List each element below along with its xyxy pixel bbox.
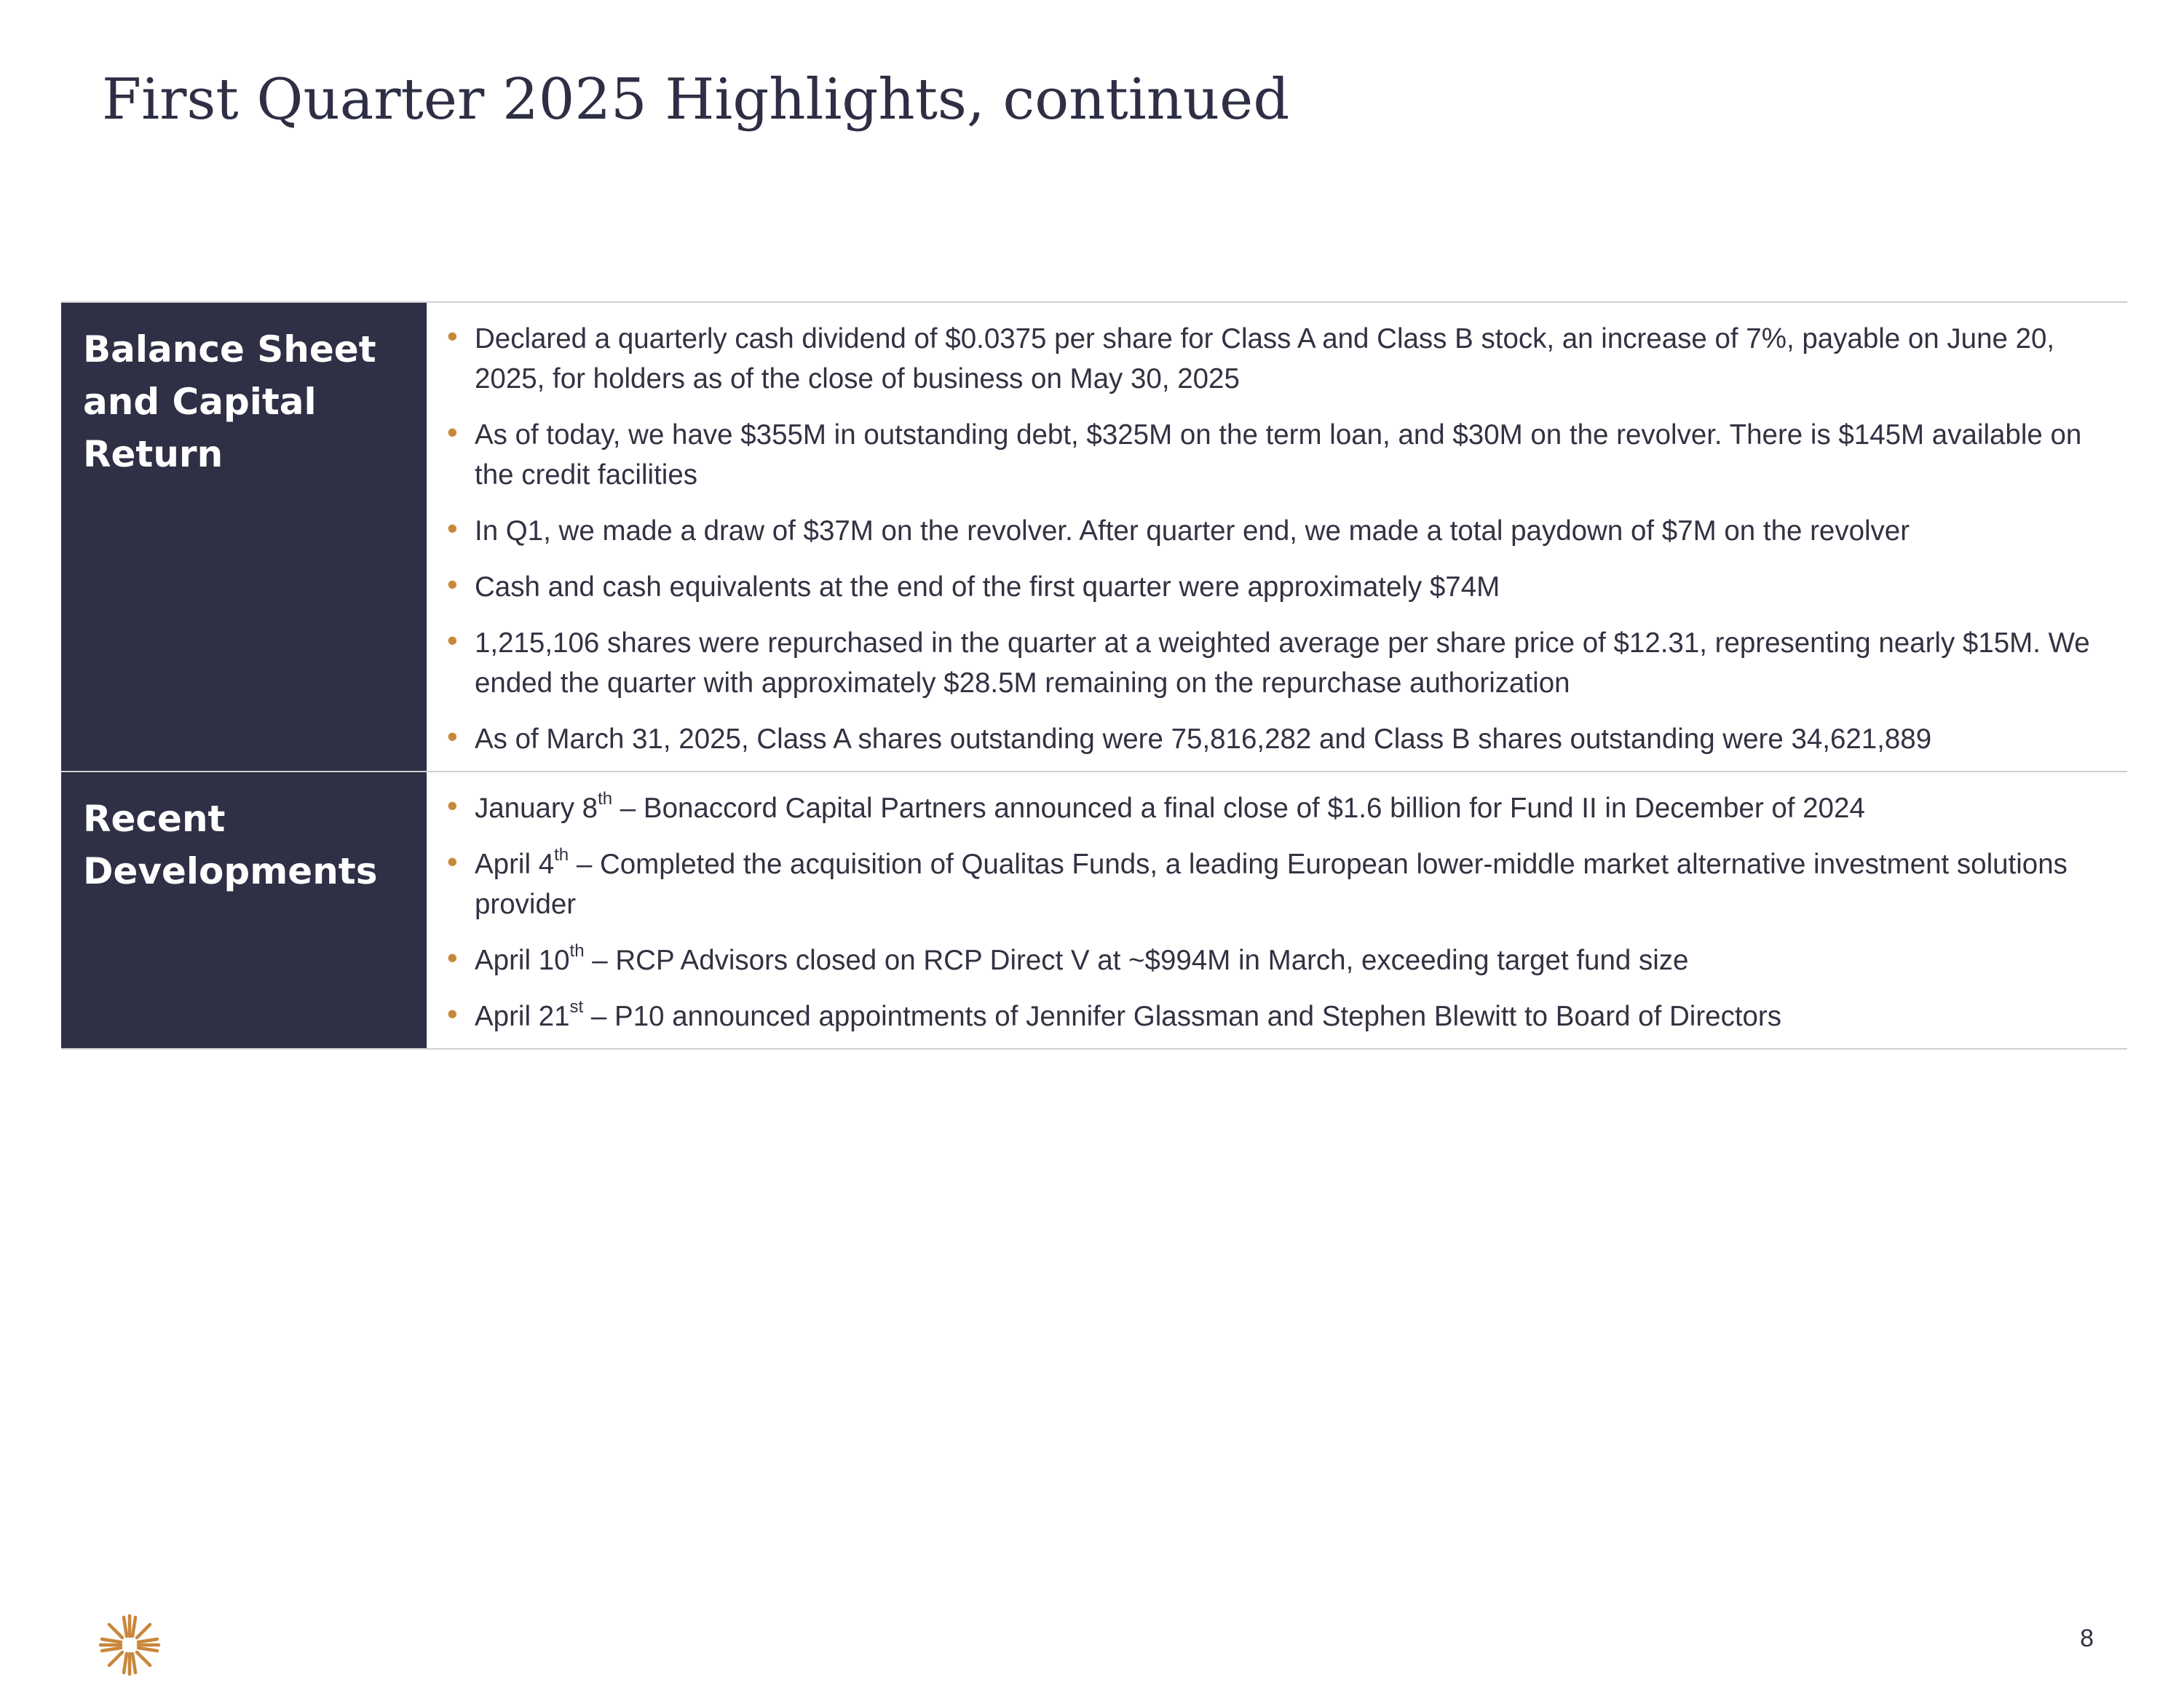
bullet-icon: • [447, 788, 458, 822]
starburst-logo-icon [96, 1611, 163, 1678]
page-title: First Quarter 2025 Highlights, continued [102, 67, 1290, 132]
bullet-date: April 21 [475, 1001, 570, 1032]
bullet-item [446, 719, 2120, 759]
bullet-text: As of today, we have $355M in outstanding debt, $325M on the term loan, and $30M on the revolver. There is $145M available on the credit facilities [475, 419, 2082, 491]
bullet-item [446, 844, 2120, 924]
section-body [427, 772, 2127, 1048]
bullet-text: 1,215,106 shares were repurchased in the quarter at a weighted average per share price of $12.31, representing nearly $15M. We ended the quarter with approximately $28.5M remaining on the repurchase authorization [475, 627, 2090, 699]
bullet-text: – Bonaccord Capital Partners announced a final close of $1.6 billion for Fund II in December of 2024 [612, 793, 1865, 824]
date-suffix: st [569, 997, 584, 1018]
bullet-item [446, 415, 2120, 495]
bullet-text: In Q1, we made a draw of $37M on the revolver. After quarter end, we made a total paydown of $7M on the revolver [475, 515, 1910, 547]
bullet-item [446, 940, 2120, 980]
bullet-text: – RCP Advisors closed on RCP Direct V at ~$994M in March, exceeding target fund size [584, 945, 1689, 976]
bullet-date: April 10 [475, 945, 570, 976]
bullet-icon: • [447, 567, 458, 601]
section-row [61, 303, 2127, 772]
section-body [427, 303, 2127, 771]
bullet-icon: • [447, 996, 458, 1031]
bullet-list [446, 788, 2120, 1036]
bullet-icon: • [447, 415, 458, 449]
date-suffix: th [569, 941, 585, 962]
bullet-item [446, 788, 2120, 828]
bullet-icon: • [447, 319, 458, 353]
bullet-item [446, 567, 2120, 607]
bullet-list [446, 319, 2120, 759]
section-header: Recent Developments [61, 772, 427, 1048]
bullet-date: April 4 [475, 849, 555, 880]
bullet-icon: • [447, 511, 458, 545]
bullet-item [446, 319, 2120, 399]
bullet-text: – Completed the acquisition of Qualitas Funds, a leading European lower-middle market alternative investment solutions provider [475, 849, 2068, 920]
section-row [61, 772, 2127, 1050]
bullet-item [446, 623, 2120, 703]
section-header: Balance Sheet and Capital Return [61, 303, 427, 771]
page-number: 8 [2080, 1625, 2094, 1652]
bullet-text: As of March 31, 2025, Class A shares outstanding were 75,816,282 and Class B shares outstanding were 34,621,889 [475, 723, 1932, 755]
bullet-text: Declared a quarterly cash dividend of $0.0375 per share for Class A and Class B stock, an increase of 7%, payable on June 20, 2025, for holders as of the close of business on May 30, 2025 [475, 323, 2055, 395]
bullet-item [446, 511, 2120, 551]
bullet-item [446, 996, 2120, 1036]
highlights-table [61, 301, 2127, 1050]
date-suffix: th [554, 845, 569, 865]
bullet-text: – P10 announced appointments of Jennifer Glassman and Stephen Blewitt to Board of Directors [583, 1001, 1781, 1032]
bullet-text: Cash and cash equivalents at the end of the first quarter were approximately $74M [475, 571, 1500, 603]
bullet-date: January 8 [475, 793, 598, 824]
bullet-icon: • [447, 844, 458, 879]
bullet-icon: • [447, 719, 458, 753]
bullet-icon: • [447, 940, 458, 975]
bullet-icon: • [447, 623, 458, 657]
date-suffix: th [598, 789, 613, 809]
